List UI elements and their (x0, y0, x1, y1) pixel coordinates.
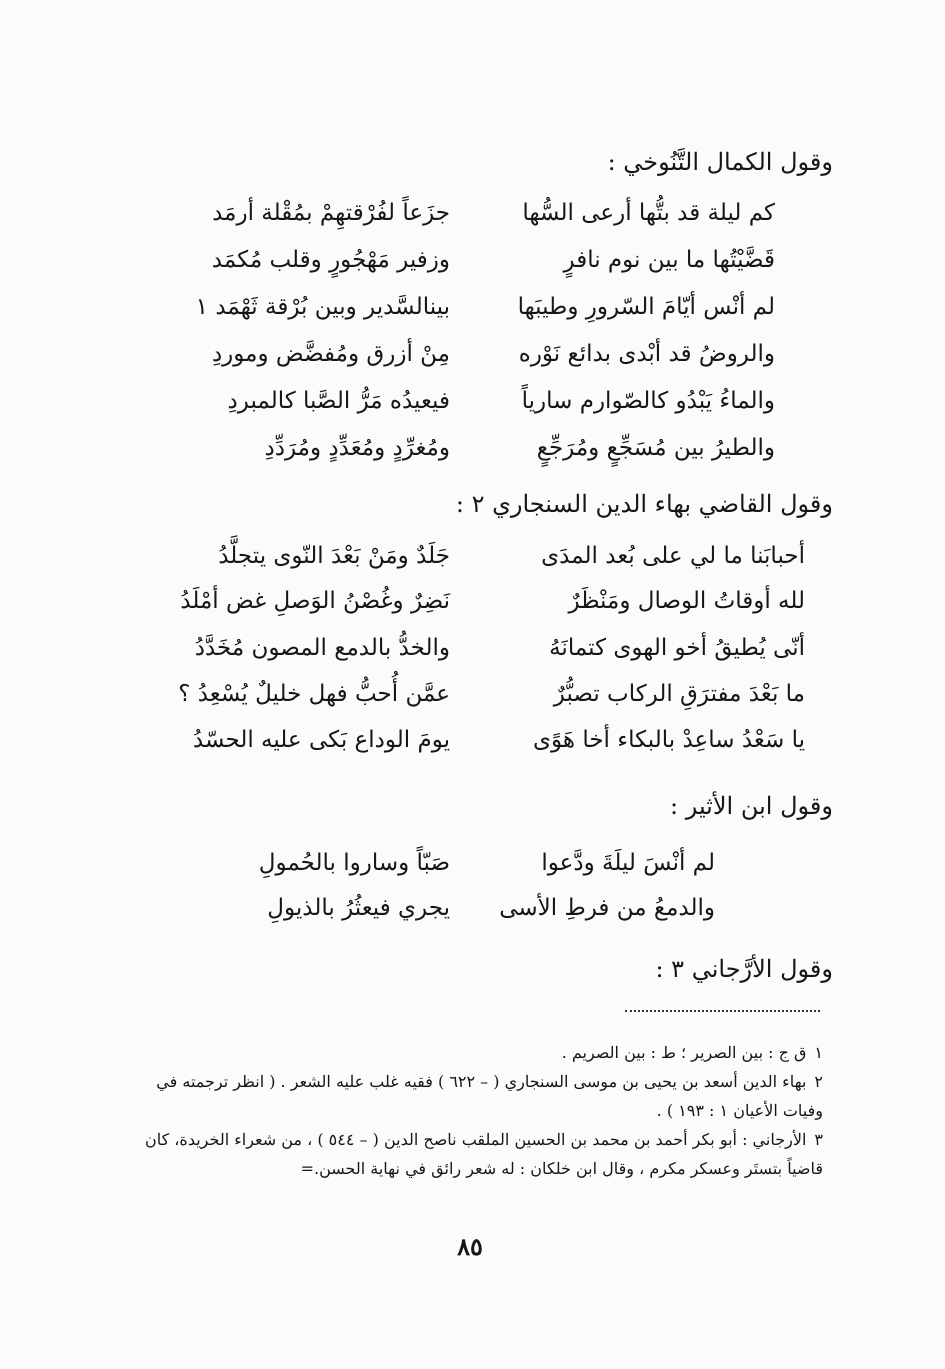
verse-second-hemistich: جَلَدٌ ومَنْ بَعْدَ النّوى يتجلَّدُ (218, 543, 450, 569)
verse-first-hemistich: كم ليلة قد بتُّها أرعى السُّها (522, 200, 775, 226)
footnote (113, 1067, 823, 1125)
section-intro-ibn-athir: وقول ابن الأثير : (669, 792, 833, 820)
verse-first-hemistich: والطيرُ بين مُسَجِّعٍ ومُرَجِّعٍ (536, 435, 775, 461)
verse-line (0, 895, 945, 939)
footnote-number: ٢ (814, 1072, 823, 1091)
verse-line (0, 388, 945, 432)
footnote-divider (625, 1010, 820, 1012)
verse-second-hemistich: وزفير مَهْجُورٍ وقلب مُكمَد (211, 247, 450, 273)
verse-line (0, 341, 945, 385)
verse-second-hemistich: فيعيدُه مَرُّ الصَّبا كالمبردِ (227, 388, 450, 414)
verse-line (0, 588, 945, 632)
verse-second-hemistich: نَضِرٌ وغُصْنُ الوَصلِ غض أمْلَدُ (180, 588, 450, 614)
verse-second-hemistich: والخدُّ بالدمع المصون مُخَدَّدُ (194, 635, 450, 661)
verse-first-hemistich: لم أنْسَ ليلَةَ ودَّعوا (541, 850, 715, 876)
section-intro-tanukhi: وقول الكمال التَّنُوخي : (607, 148, 833, 176)
verse-first-hemistich: والروضُ قد أبْدى بدائع نَوْره (518, 341, 775, 367)
footnote-number: ١ (814, 1043, 823, 1062)
footnotes (113, 1038, 823, 1183)
verse-second-hemistich: صَبّاً وساروا بالحُمولِ (258, 850, 450, 876)
footnote (113, 1038, 823, 1067)
verse-second-hemistich: يجري فيعثُرُ بالذيولِ (267, 895, 450, 921)
verse-line (0, 543, 945, 587)
verse-first-hemistich: أنّى يُطيقُ أخو الهوى كتمانَهُ (549, 635, 805, 661)
verse-second-hemistich: بينالسَّدير وبين بُرْقة ثَهْمَد ١ (195, 294, 450, 320)
footnote-number: ٣ (814, 1130, 823, 1149)
verse-line (0, 681, 945, 725)
verse-first-hemistich: ما بَعْدَ مفترَقِ الركاب تصبُّرٌ (553, 681, 805, 707)
page-number: ٨٥ (457, 1232, 483, 1261)
verse-first-hemistich: قَضَّيْتُها ما بين نوم نافرٍ (563, 247, 775, 273)
verse-first-hemistich: لله أوقاتُ الوصال ومَنْظَرٌ (568, 588, 805, 614)
verse-first-hemistich: أحبابَنا ما لي على بُعد المدَى (541, 543, 805, 569)
footnote-text: ق ج : بين الصرير ؛ ط : بين الصريم . (561, 1043, 807, 1062)
verse-second-hemistich: عمَّن أُحبُّ فهل خليلٌ يُسْعِدُ ؟ (178, 681, 450, 707)
verse-line (0, 435, 945, 479)
verse-first-hemistich: يا سَعْدُ ساعِدْ بالبكاء أخا هَوًى (533, 727, 805, 753)
verse-first-hemistich: لم أنْس أيّامَ السّرورِ وطيبَها (517, 294, 775, 320)
verse-second-hemistich: يومَ الوداع بَكى عليه الحسّدُ (192, 727, 450, 753)
verse-first-hemistich: والدمعُ من فرطِ الأسى (499, 895, 715, 921)
verse-second-hemistich: ومُغرِّدٍ ومُعَدِّدٍ ومُرَدِّدِ (264, 435, 450, 461)
verse-line (0, 294, 945, 338)
footnote-text: بهاء الدين أسعد بن يحيى بن موسى السنجاري ( – ٦٢٢ ) فقيه غلب عليه الشعر . ( انظر ترجمته في وفيات الأعيان ١ : ١٩٣ ) . (156, 1072, 823, 1120)
footnote (113, 1125, 823, 1183)
verse-line (0, 850, 945, 894)
verse-second-hemistich: مِنْ أزرق ومُفضَّض وموردِ (211, 341, 450, 367)
verse-first-hemistich: والماءُ يَبْدُو كالصّوارم سارياً (521, 388, 775, 414)
verse-line (0, 200, 945, 244)
verse-line (0, 247, 945, 291)
footnote-text: الأرجاني : أبو بكر أحمد بن محمد بن الحسين الملقب ناصح الدين ( – ٥٤٤ ) ، من شعراء الخريدة، كان قاضياً بتستَر وعسكر مكرم ، وقال ابن خلكان : له شعر رائق في نهاية الحسن.= (144, 1130, 823, 1178)
verse-line (0, 635, 945, 679)
verse-second-hemistich: جزَعاً لفُرْقتهِمْ بمُقْلة أرمَد (212, 200, 450, 226)
section-intro-sinjari: وقول القاضي بهاء الدين السنجاري ٢ : (455, 490, 833, 518)
verse-line (0, 727, 945, 771)
section-intro-arrajani: وقول الأرَّجاني ٣ : (655, 955, 833, 983)
